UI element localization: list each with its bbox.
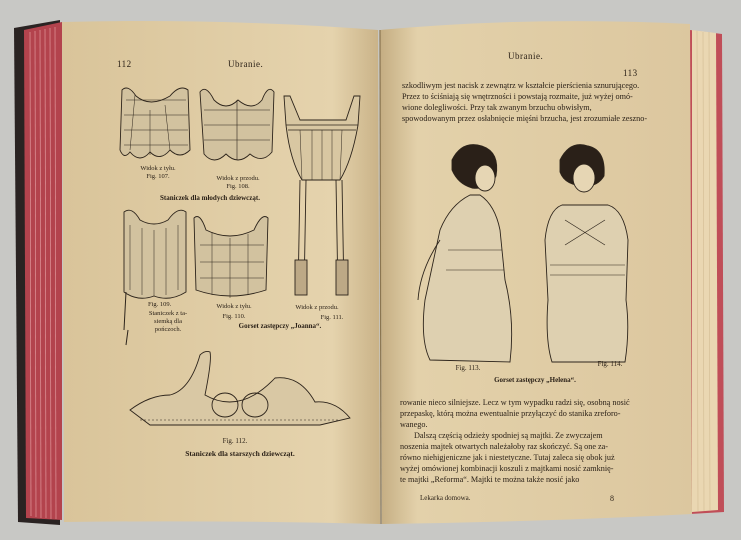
fig-109-number: Fig. 109.: [148, 301, 172, 308]
fig-111-number: Fig. 111.: [320, 314, 344, 321]
right-running-head: Ubranie.: [508, 51, 544, 61]
caption-helena: Gorset zastępczy „Helena“.: [494, 376, 576, 384]
text-line: Dalszą częścią odzieży spodniej są majtki. Ze zwyczajem: [414, 431, 603, 440]
fig-110-number: Fig. 110.: [222, 313, 246, 320]
page-edges-left: [24, 22, 62, 520]
text-line: wione dolegliwości. Przy tak zwanym brzuchu obwisłym,: [402, 103, 592, 112]
footer-book-title: Lekarka domowa.: [420, 494, 471, 502]
left-running-head: Ubranie.: [228, 59, 264, 69]
fig-110-label: Widok z tyłu.: [216, 303, 252, 310]
text-line: Przez to ściśniają się wnętrzności i powstają rozmaite, już wyżej omó-: [402, 92, 633, 101]
text-line: rowanie nieco silniejsze. Lecz w tym wypadku radzi się, osobną nosić: [400, 398, 630, 407]
text-line: równo niehigjeniczne jak i niestetyczne. Tutaj zaleca się obok już: [400, 453, 615, 462]
text-line: szkodliwym jest nacisk z zewnątrz w kształcie pierścienia sznurującego.: [402, 81, 640, 90]
fig-109-caption-2: siemką dla: [154, 318, 182, 325]
footer-signature: 8: [610, 494, 614, 503]
top-paragraph: [402, 80, 647, 124]
text-line: noszenia majtek otwartych należałoby raz skończyć. Są one za-: [400, 442, 609, 451]
fig-109-caption-1: Staniczek z ta-: [148, 310, 188, 317]
fig-107-label: Widok z tyłu.: [140, 165, 176, 172]
text-line: wyżej omówionej kombinacji koszuli z majtkami nosić zamknię-: [400, 464, 614, 473]
right-page-number: 113: [623, 68, 638, 78]
fig-109-caption-3: pończoch.: [154, 326, 182, 333]
fig-113-number: Fig. 113.: [455, 364, 481, 372]
fig-108-number: Fig. 108.: [226, 183, 250, 190]
bottom-paragraph: [400, 397, 630, 485]
caption-young-girls: Staniczek dla młodych dziewcząt.: [160, 194, 260, 202]
fig-112-number: Fig. 112.: [222, 437, 248, 445]
caption-joanna: Gorset zastępczy „Joanna“.: [238, 322, 322, 330]
text-line: te majtki „Reforma“. Majtki te można także nosić jako: [400, 475, 580, 484]
fig-107-number: Fig. 107.: [146, 173, 170, 180]
caption-older-girls: Staniczek dla starszych dziewcząt.: [185, 449, 295, 458]
left-page-number: 112: [117, 59, 132, 69]
fig-111-label: Widok z przodu.: [295, 304, 339, 311]
fig-114-number: Fig. 114.: [597, 360, 623, 368]
fig-108-label: Widok z przodu.: [216, 175, 260, 182]
text-line: przepaskę, którą można ewentualnie przyłączyć do stanika zreforo-: [400, 409, 621, 418]
text-line: wanego.: [400, 420, 428, 429]
text-line: spowodowanym przez osłabnięcie mięśni brzucha, jest zrozumiałe zeszno-: [402, 114, 648, 123]
